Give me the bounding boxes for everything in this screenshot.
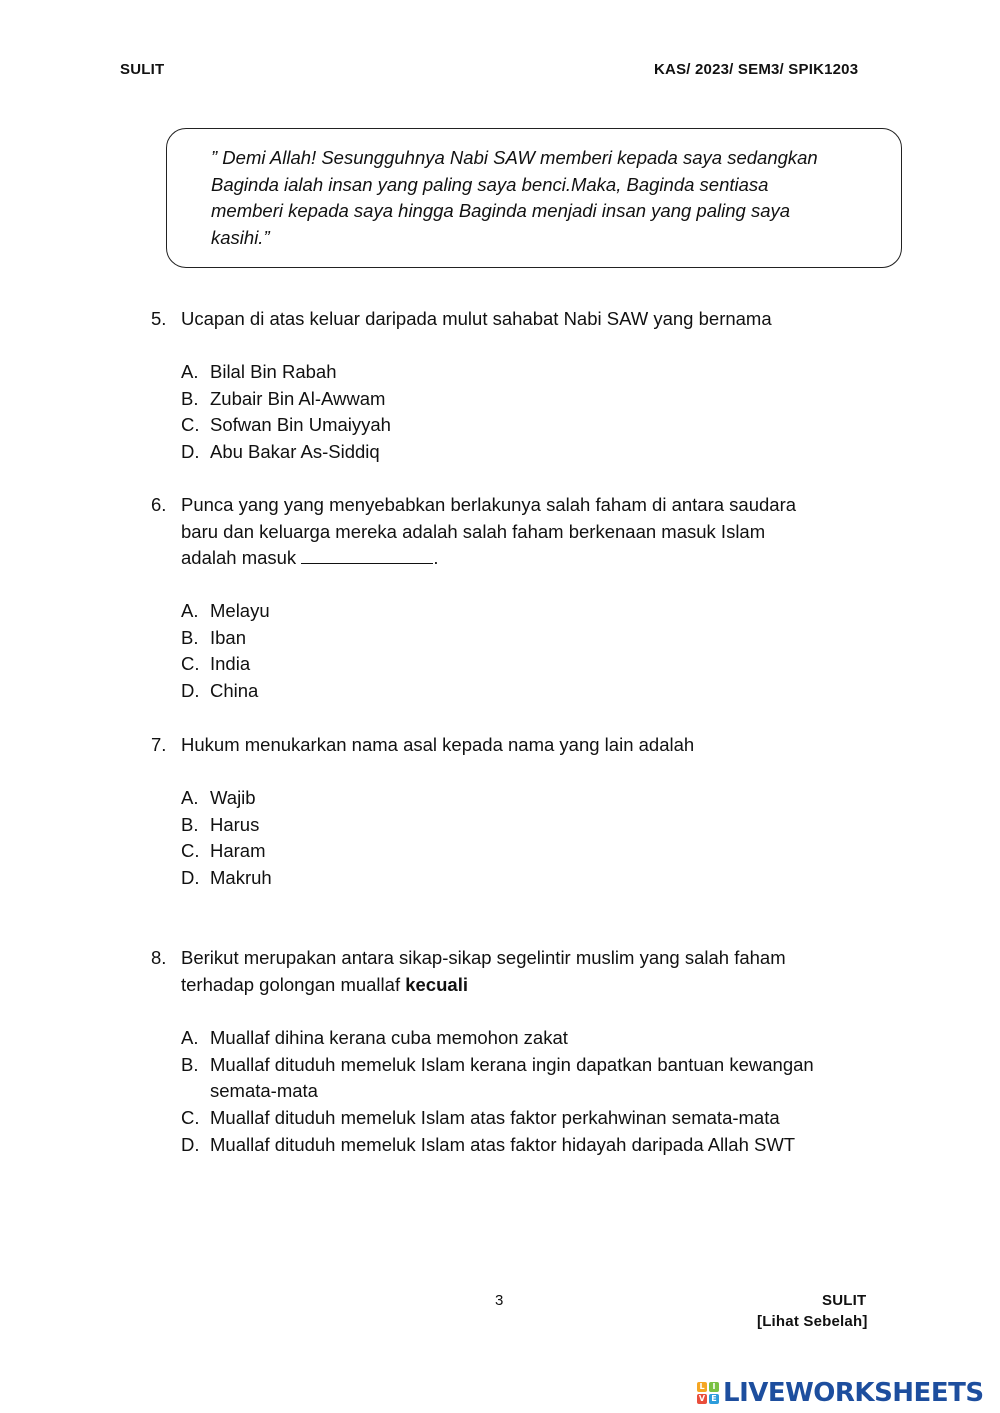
question-number: 8. [151,947,167,968]
option-text: Wajib [210,787,256,808]
option-a[interactable] [181,359,881,386]
option-letter: B. [181,626,199,648]
stem-line: Hukum menukarkan nama asal kepada nama yang lain adalah [181,734,695,755]
option-d[interactable] [181,865,881,892]
header-left: SULIT [120,61,165,78]
quote-line: memberi kepada saya hingga Baginda menjadi insan yang paling saya [211,200,791,222]
options-q8 [181,1025,901,1159]
options-q7 [181,785,881,892]
quote-line: Baginda ialah insan yang paling saya benci.Maka, Baginda sentiasa [211,173,769,195]
option-a[interactable] [181,598,881,625]
options-q5 [181,359,881,466]
option-letter: C. [181,653,200,675]
option-c[interactable] [181,1105,901,1132]
option-letter: A. [181,787,199,808]
option-letter: D. [181,441,200,463]
option-letter: B. [181,387,199,409]
stem-line: baru dan keluarga mereka adalah salah faham berkenaan masuk Islam [181,520,766,542]
option-text: Bilal Bin Rabah [210,361,337,382]
option-d[interactable] [181,439,881,466]
option-d[interactable] [181,1132,901,1159]
option-letter: C. [181,414,200,436]
question-8 [151,945,871,998]
option-text: Melayu [210,600,270,621]
quote-box [166,128,902,268]
logo-block: I [709,1382,719,1392]
logo-text: LIVEWORKSHEETS [723,1378,984,1408]
footer-sulit: SULIT [822,1292,867,1309]
option-letter: A. [181,1027,199,1048]
option-a[interactable] [181,785,881,812]
stem-line: Punca yang yang menyebabkan berlakunya salah faham di antara saudara [181,494,797,515]
option-text: Muallaf dihina kerana cuba memohon zakat [210,1027,568,1048]
logo-block: E [709,1394,719,1404]
option-text: Muallaf dituduh memeluk Islam atas faktor hidayah daripada Allah SWT [210,1133,796,1155]
logo-block: V [698,1394,706,1403]
option-c[interactable] [181,651,881,678]
question-number: 6. [151,494,167,515]
question-stem [181,492,871,572]
option-letter: D. [181,867,200,889]
option-letter: A. [181,600,199,621]
question-stem [181,945,871,998]
stem-line: adalah masuk . [181,547,439,569]
option-b[interactable] [181,1052,901,1105]
option-c[interactable] [181,412,881,439]
question-stem [181,306,871,333]
option-letter: C. [181,1107,200,1129]
option-text: Muallaf dituduh memeluk Islam kerana ingin dapatkan bantuan kewangan [210,1053,814,1075]
emphasis-kecuali: kecuali [405,973,468,995]
quote-line: kasihi.” [211,227,270,249]
option-text: Muallaf dituduh memeluk Islam atas faktor perkahwinan semata-mata [210,1107,780,1129]
option-text: Harus [210,813,260,835]
option-letter: C. [181,840,200,862]
logo-blocks-icon [697,1382,719,1404]
header-code: KAS/ 2023/ SEM3/ SPIK1203 [654,61,859,78]
logo-block: L [697,1382,707,1392]
option-text: India [210,653,251,675]
answer-blank[interactable] [301,545,433,564]
option-a[interactable] [181,1025,901,1052]
option-text: Zubair Bin Al-Awwam [210,387,386,409]
option-text: China [210,680,259,702]
option-text: Haram [210,840,266,862]
options-q6 [181,598,881,705]
option-d[interactable] [181,678,881,705]
option-text: Sofwan Bin Umaiyyah [210,414,391,436]
option-b[interactable] [181,386,881,413]
question-6 [151,492,871,572]
page-number: 3 [495,1292,504,1309]
stem-line: Ucapan di atas keluar daripada mulut sahabat Nabi SAW yang bernama [181,308,772,329]
option-text: Iban [210,626,247,648]
quote-line: ” Demi Allah! Sesungguhnya Nabi SAW memberi kepada saya sedangkan [211,147,818,168]
option-letter: D. [181,1133,200,1155]
stem-line: Berikut merupakan antara sikap-sikap segelintir muslim yang salah faham [181,947,786,968]
option-letter: D. [181,680,200,702]
stem-line: terhadap golongan muallaf kecuali [181,973,468,995]
option-c[interactable] [181,838,881,865]
option-letter: B. [181,813,199,835]
quote-text [211,145,881,252]
question-7 [151,732,871,759]
option-text-continued: semata-mata [210,1080,318,1102]
option-text: Abu Bakar As-Siddiq [210,441,380,463]
question-5 [151,306,871,333]
footer-lihat-sebelah: [Lihat Sebelah] [757,1313,868,1330]
option-letter: B. [181,1053,199,1075]
option-b[interactable] [181,625,881,652]
option-text: Makruh [210,867,272,889]
question-number: 7. [151,734,167,755]
question-number: 5. [151,308,167,329]
question-stem [181,732,871,759]
option-letter: A. [181,361,199,382]
option-b[interactable] [181,812,881,839]
liveworksheets-logo [697,1376,984,1410]
